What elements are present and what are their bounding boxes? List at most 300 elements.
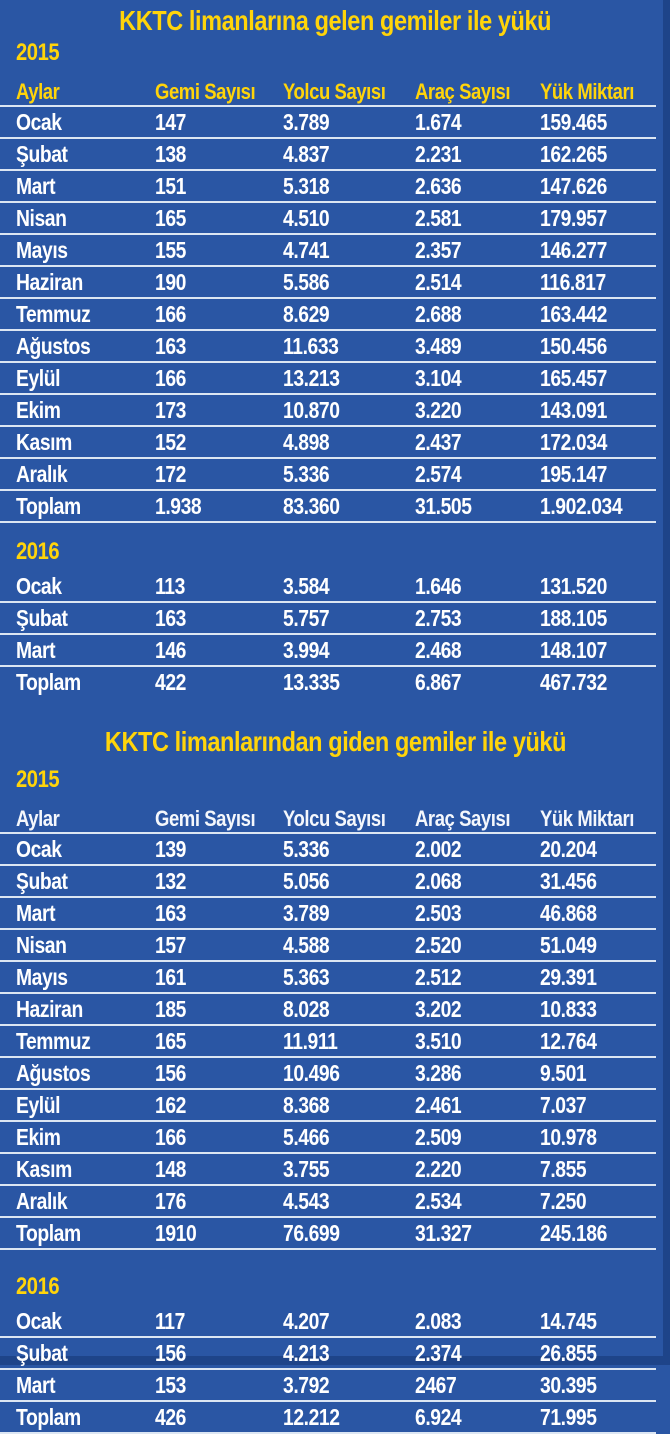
value-cell [415,1372,540,1399]
text: 2.503 [415,899,462,926]
text: Aylar [16,78,60,104]
month-cell [16,109,155,136]
table-row [0,1306,656,1338]
text: 3.792 [283,1371,330,1398]
month-cell [16,141,155,168]
value-cell [283,301,415,328]
text: 5.318 [283,172,330,199]
table-row [0,363,656,395]
value-cell [283,669,415,696]
value-cell [415,669,540,696]
text: 163.442 [540,300,607,327]
value-cell [155,932,283,959]
text: 12.764 [540,1027,597,1054]
text: 6.867 [415,668,462,695]
text: 195.147 [540,460,607,487]
value-cell [283,637,415,664]
text: 2.220 [415,1155,462,1182]
value-cell [283,1028,415,1055]
text: Eylül [16,364,61,391]
value-cell [155,605,283,632]
value-cell [283,932,415,959]
text: 2.574 [415,460,462,487]
text: 10.978 [540,1123,597,1150]
text: Araç Sayısı [415,805,511,831]
month-cell [16,429,155,456]
text: 163 [155,604,186,631]
month-cell [16,605,155,632]
value-cell [155,964,283,991]
value-cell [155,1220,283,1247]
text: 2.068 [415,867,462,894]
table-row [0,1338,656,1370]
text: 161 [155,963,186,990]
table-row [0,1370,656,1402]
text: 31.456 [540,867,597,894]
text: Mayıs [16,236,68,263]
value-cell [155,996,283,1023]
value-cell [155,1092,283,1119]
value-cell [540,1060,656,1087]
value-cell [540,333,656,360]
column-header [540,806,656,832]
text: 71.995 [540,1403,597,1430]
table-row [0,299,656,331]
value-cell [155,1188,283,1215]
text: Temmuz [16,1027,91,1054]
month-cell [16,669,155,696]
table-row [0,427,656,459]
text: Haziran [16,995,83,1022]
column-header [540,79,656,105]
value-cell [283,1404,415,1431]
value-cell [415,1028,540,1055]
text: 3.994 [283,636,330,663]
table-row [0,834,656,866]
text: Ocak [16,1307,62,1334]
text: 147.626 [540,172,607,199]
value-cell [540,996,656,1023]
value-cell [283,1092,415,1119]
value-cell [155,173,283,200]
month-cell [16,1060,155,1087]
text: Aylar [16,805,60,831]
table-row [0,395,656,427]
month-cell [16,397,155,424]
text: 166 [155,300,186,327]
month-cell [16,573,155,600]
table-row [0,962,656,994]
value-cell [283,1060,415,1087]
text: KKTC limanlarından giden gemiler ile yükü [104,726,566,757]
text: 2.520 [415,931,462,958]
month-cell [16,365,155,392]
month-cell [16,868,155,895]
text: 13.213 [283,364,340,391]
text: 26.855 [540,1339,597,1366]
text: 162 [155,1091,186,1118]
text: Gemi Sayısı [155,78,256,104]
text: Gemi Sayısı [155,805,256,831]
text: Ekim [16,396,61,423]
text: 153 [155,1371,186,1398]
value-cell [415,900,540,927]
text: Eylül [16,1091,61,1118]
text: 3.104 [415,364,462,391]
table-row [0,1090,656,1122]
text: Mayıs [16,963,68,990]
table-row [0,930,656,962]
text: 5.586 [283,268,330,295]
text: 163 [155,332,186,359]
text: 165.457 [540,364,607,391]
text: 190 [155,268,186,295]
value-cell [283,429,415,456]
text: 2015 [16,766,60,793]
table-row [0,571,656,603]
table-row [0,331,656,363]
value-cell [540,237,656,264]
text: 3.755 [283,1155,330,1182]
value-cell [540,637,656,664]
value-cell [155,429,283,456]
month-cell [16,1028,155,1055]
value-cell [540,605,656,632]
text: 117 [155,1307,185,1334]
text: 7.037 [540,1091,587,1118]
value-cell [415,141,540,168]
value-cell [155,269,283,296]
value-cell [155,1372,283,1399]
value-cell [415,365,540,392]
text: 3.510 [415,1027,462,1054]
month-cell [16,301,155,328]
text: 83.360 [283,492,340,519]
value-cell [155,868,283,895]
value-cell [283,109,415,136]
value-cell [155,397,283,424]
text: Araç Sayısı [415,78,511,104]
section-title [0,0,670,38]
value-cell [540,365,656,392]
text: 165 [155,204,186,231]
value-cell [415,1124,540,1151]
value-cell [415,1060,540,1087]
month-cell [16,237,155,264]
text: Toplam [16,1219,81,1246]
text: Yolcu Sayısı [283,805,386,831]
text: 2.468 [415,636,462,663]
value-cell [415,1308,540,1335]
text: 2016 [16,538,60,565]
value-cell [155,301,283,328]
value-cell [540,964,656,991]
table-row [0,1122,656,1154]
table-row [0,459,656,491]
text: 1.646 [415,572,462,599]
text: KKTC limanlarına gelen gemiler ile yükü [119,5,551,36]
value-cell [415,269,540,296]
value-cell [415,429,540,456]
month-cell [16,1188,155,1215]
text: 173 [155,396,186,423]
text: 139 [155,835,186,862]
text: 2.534 [415,1187,462,1214]
value-cell [415,1188,540,1215]
text: 4.741 [283,236,330,263]
value-cell [415,1220,540,1247]
value-cell [283,900,415,927]
text: Nisan [16,931,67,958]
column-header [16,806,155,832]
text: 4.213 [283,1339,330,1366]
column-header [415,79,540,105]
value-cell [540,1028,656,1055]
value-cell [415,1404,540,1431]
table-section [0,721,670,1434]
text: 166 [155,1123,186,1150]
value-cell [540,868,656,895]
year-label [0,539,670,565]
value-cell [283,1372,415,1399]
text: 150.456 [540,332,607,359]
text: 20.204 [540,835,597,862]
text: Kasım [16,428,72,455]
text: 5.363 [283,963,330,990]
table-row [0,267,656,299]
text: 146.277 [540,236,607,263]
text: Haziran [16,268,83,295]
value-cell [540,461,656,488]
value-cell [283,1188,415,1215]
text: Toplam [16,668,81,695]
text: 13.335 [283,668,340,695]
text: 3.584 [283,572,330,599]
year-label [0,1274,670,1300]
text: 2.374 [415,1339,462,1366]
value-cell [283,333,415,360]
table-row [0,1402,656,1434]
text: 11.633 [283,332,339,359]
month-cell [16,269,155,296]
month-cell [16,1340,155,1367]
column-header [16,79,155,105]
text: 11.911 [283,1027,338,1054]
text: 245.186 [540,1219,607,1246]
value-cell [283,205,415,232]
text: Mart [16,899,56,926]
text: Şubat [16,140,68,167]
text: 146 [155,636,186,663]
text: 4.837 [283,140,330,167]
value-cell [283,964,415,991]
table-row [0,1026,656,1058]
text: 3.202 [415,995,462,1022]
text: 422 [155,668,186,695]
text: Temmuz [16,300,91,327]
text: Yük Miktarı [540,78,634,104]
text: 2.581 [415,204,462,231]
column-header [415,806,540,832]
value-cell [540,900,656,927]
text: 6.924 [415,1403,462,1430]
text: 1.938 [155,492,202,519]
text: 1.674 [415,108,462,135]
value-cell [540,429,656,456]
column-header [283,806,415,832]
text: 157 [155,931,186,958]
text: 4.898 [283,428,330,455]
month-cell [16,205,155,232]
text: 4.588 [283,931,330,958]
month-cell [16,996,155,1023]
value-cell [540,205,656,232]
value-cell [540,669,656,696]
text: 148 [155,1155,186,1182]
value-cell [415,397,540,424]
table-row [0,667,656,699]
text: 2.636 [415,172,462,199]
column-header [283,79,415,105]
month-cell [16,932,155,959]
text: 14.745 [540,1307,597,1334]
value-cell [540,1092,656,1119]
value-cell [155,1060,283,1087]
value-cell [155,669,283,696]
text: 166 [155,364,186,391]
text: 156 [155,1339,186,1366]
value-cell [155,237,283,264]
month-cell [16,461,155,488]
value-cell [155,141,283,168]
month-cell [16,964,155,991]
value-cell [283,397,415,424]
value-cell [283,173,415,200]
value-cell [540,1372,656,1399]
text: 179.957 [540,204,607,231]
value-cell [540,1124,656,1151]
text: 7.855 [540,1155,587,1182]
value-cell [283,1308,415,1335]
text: Mart [16,1371,56,1398]
text: 2.753 [415,604,462,631]
value-cell [283,868,415,895]
text: Ocak [16,572,62,599]
month-cell [16,900,155,927]
table-row [0,171,656,203]
table-row [0,203,656,235]
text: Ocak [16,835,62,862]
text: 3.789 [283,899,330,926]
value-cell [540,1220,656,1247]
text: Toplam [16,492,81,519]
table-row [0,1186,656,1218]
text: 188.105 [540,604,607,631]
table-header-row [0,805,656,834]
value-cell [155,1340,283,1367]
month-cell [16,333,155,360]
value-cell [540,269,656,296]
value-cell [283,493,415,520]
text: 10.870 [283,396,340,423]
table-row [0,1218,656,1250]
month-cell [16,493,155,520]
value-cell [540,1404,656,1431]
text: 143.091 [540,396,607,423]
value-cell [283,269,415,296]
text: 10.496 [283,1059,340,1086]
text: 4.207 [283,1307,330,1334]
text: 2.514 [415,268,462,295]
text: Ağustos [16,332,91,359]
text: 51.049 [540,931,597,958]
text: 3.789 [283,108,330,135]
value-cell [155,1308,283,1335]
value-cell [155,205,283,232]
text: 151 [155,172,186,199]
value-cell [415,964,540,991]
table-row [0,107,656,139]
value-cell [155,836,283,863]
value-cell [155,1156,283,1183]
value-cell [540,836,656,863]
month-cell [16,173,155,200]
year-label [0,767,670,793]
value-cell [283,461,415,488]
month-cell [16,637,155,664]
value-cell [283,1124,415,1151]
text: 7.250 [540,1187,587,1214]
text: 3.220 [415,396,462,423]
table-row [0,994,656,1026]
text: 1.902.034 [540,492,623,519]
text: 156 [155,1059,186,1086]
text: 2.509 [415,1123,462,1150]
text: 12.212 [283,1403,340,1430]
value-cell [415,605,540,632]
value-cell [415,1092,540,1119]
month-cell [16,1308,155,1335]
value-cell [155,1124,283,1151]
value-cell [155,333,283,360]
value-cell [283,605,415,632]
value-cell [540,493,656,520]
value-cell [415,1340,540,1367]
text: 3.286 [415,1059,462,1086]
table-header-row [0,78,656,107]
value-cell [415,868,540,895]
month-cell [16,1404,155,1431]
value-cell [155,109,283,136]
table-row [0,235,656,267]
value-cell [415,461,540,488]
text: Ekim [16,1123,61,1150]
text: 46.868 [540,899,597,926]
value-cell [283,573,415,600]
text: 10.833 [540,995,597,1022]
text: 2.512 [415,963,462,990]
table-row [0,1058,656,1090]
text: 2467 [415,1371,457,1398]
text: 2.688 [415,300,462,327]
value-cell [155,637,283,664]
column-header [155,806,283,832]
text: Ağustos [16,1059,91,1086]
text: 152 [155,428,186,455]
text: 165 [155,1027,186,1054]
text: 2016 [16,1273,60,1300]
month-cell [16,1092,155,1119]
